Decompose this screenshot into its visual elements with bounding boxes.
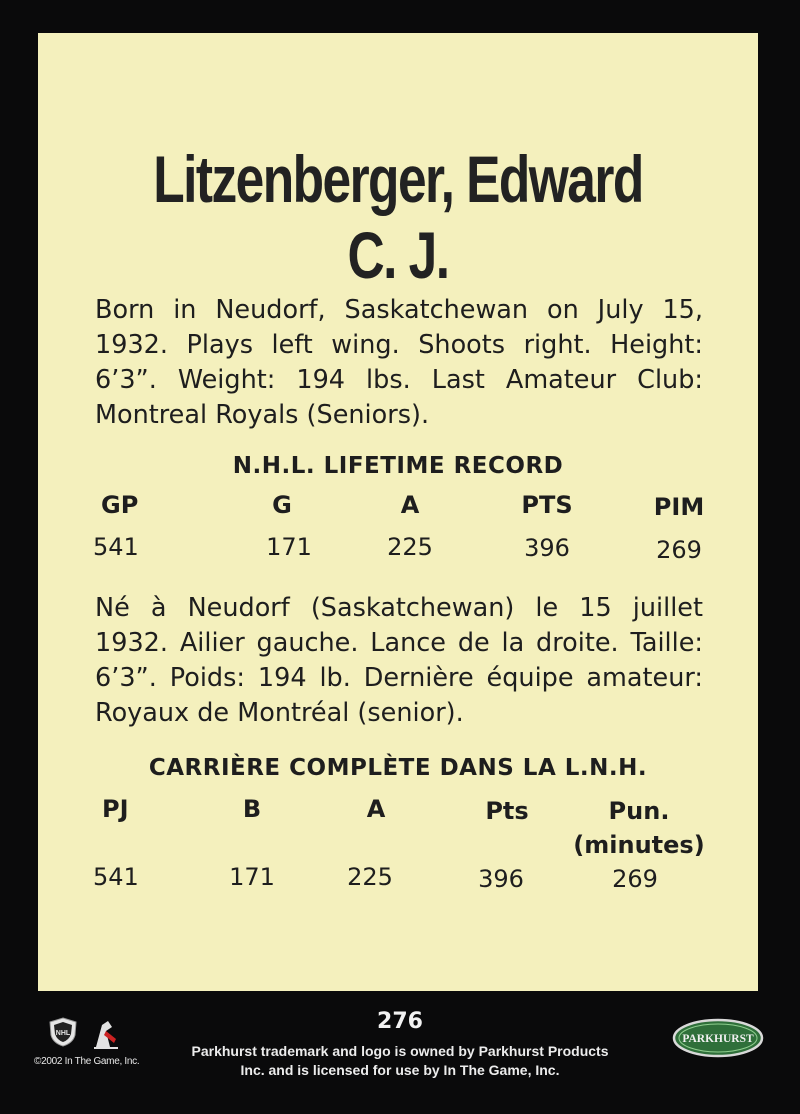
stat-header-g: G [272, 491, 292, 519]
stat-header-pts-fr: Pts [485, 797, 529, 825]
legal-notice [170, 1042, 630, 1080]
stat-value-pts: 396 [524, 534, 570, 562]
stats-heading-french: CARRIÈRE COMPLÈTE DANS LA L.N.H. [148, 755, 648, 781]
stat-value-b: 171 [229, 863, 275, 891]
svg-text:NHL: NHL [55, 1030, 71, 1037]
player-initials: C. J. [347, 218, 449, 292]
stat-value-a: 225 [387, 533, 433, 561]
stat-header-pj: PJ [102, 795, 129, 823]
stat-header-pun-minutes: (minutes) [573, 831, 705, 859]
stat-header-pun: Pun. [608, 797, 670, 825]
stat-value-pj: 541 [93, 863, 139, 891]
legal-line-1: Parkhurst trademark and logo is owned by Parkhurst Products [191, 1043, 609, 1059]
stat-value-pts-fr: 396 [478, 865, 524, 893]
stat-value-pun: 269 [612, 865, 658, 893]
stat-header-a: A [400, 491, 420, 519]
stat-value-gp: 541 [93, 533, 139, 561]
parkhurst-logo-text: PARKHURST [682, 1033, 754, 1045]
card-back-panel [38, 33, 758, 991]
bio-english: Born in Neudorf, Saskatchewan on July 15, 1932. Plays left wing. Shoots right. Height: 6’3”. Weight: 194 lbs. Last Amateur Club: Montreal Royals (Seniors). [95, 295, 703, 430]
stat-header-a-fr: A [366, 795, 386, 823]
copyright-text: ©2002 In The Game, Inc. [34, 1056, 140, 1067]
stats-heading-english: N.H.L. LIFETIME RECORD [232, 453, 564, 479]
stat-header-b: B [242, 795, 262, 823]
stat-value-g: 171 [266, 533, 312, 561]
stat-header-gp: GP [101, 491, 139, 519]
stat-value-a-fr: 225 [347, 863, 393, 891]
legal-line-2: Inc. and is licensed for use by In The Game, Inc. [240, 1062, 560, 1078]
parkhurst-logo [672, 1016, 764, 1060]
bio-french: Né à Neudorf (Saskatchewan) le 15 juillet 1932. Ailier gauche. Lance de la droite. Taille: 6’3”. Poids: 194 lb. Dernière équipe amateur: Royaux de Montréal (senior). [95, 593, 703, 728]
card-number: 276 [377, 1009, 423, 1034]
stat-header-pts: PTS [521, 491, 573, 519]
stat-value-pim: 269 [656, 536, 702, 564]
player-name: Litzenberger, Edward [153, 142, 643, 216]
stat-header-pim: PIM [653, 493, 705, 521]
